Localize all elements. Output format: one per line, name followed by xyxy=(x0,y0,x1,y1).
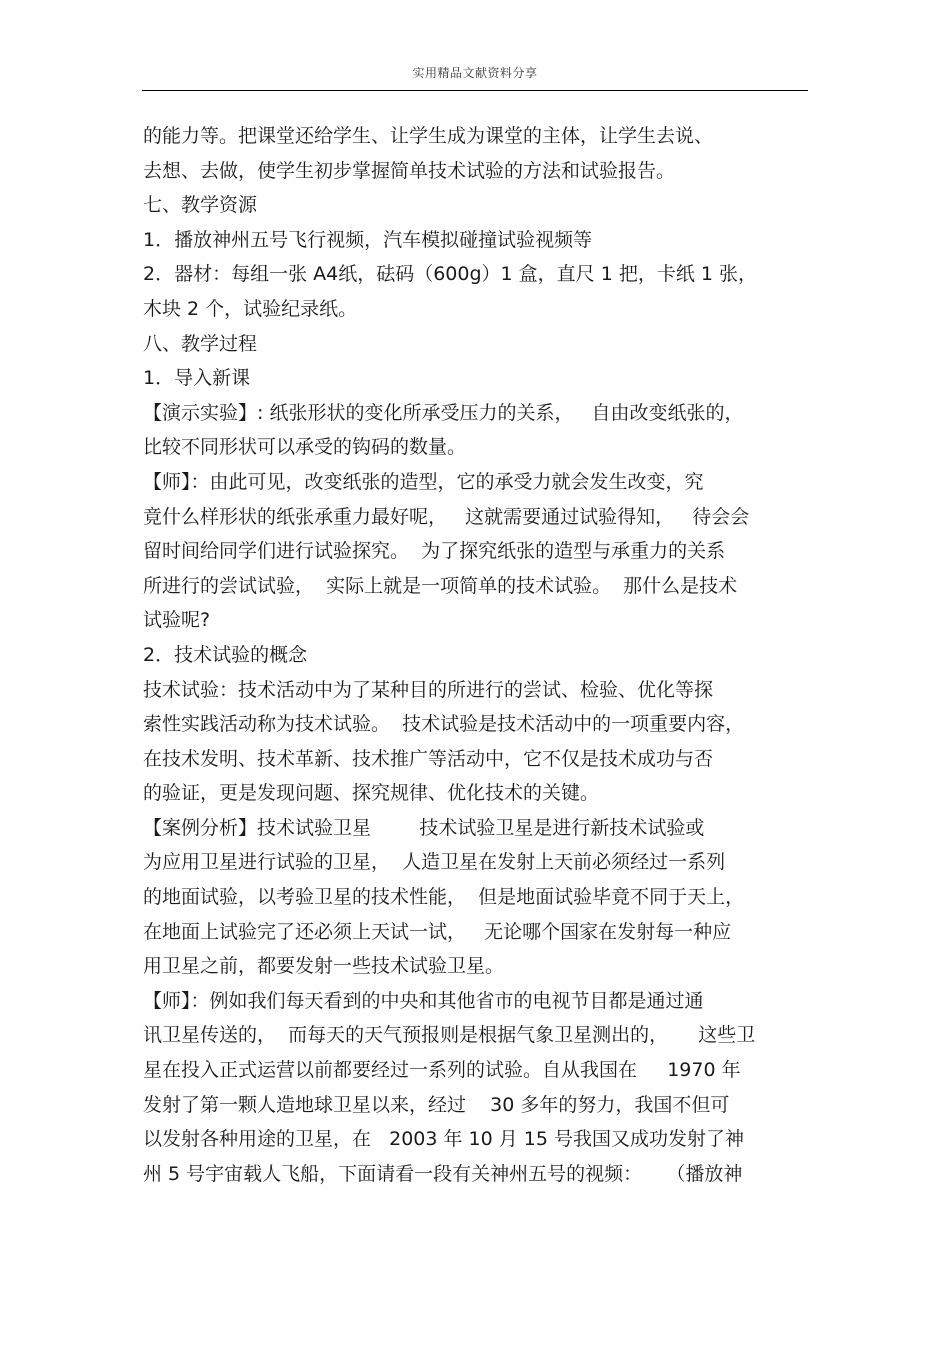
text-line: 【案例分析】技术试验卫星 技术试验卫星是进行新技术试验或 xyxy=(143,816,705,839)
text-line: 留时间给同学们进行试验探究。 为了探究纸张的造型与承重力的关系 xyxy=(143,540,726,563)
subsection-heading: 2．技术试验的概念 xyxy=(143,643,308,666)
text-line: 竟什么样形状的纸张承重力最好呢， 这就需要通过试验得知， 待会会 xyxy=(143,505,750,528)
text-line: 为应用卫星进行试验的卫星， 人造卫星在发射上天前必须经过一系列 xyxy=(143,851,726,874)
text-line: 所进行的尝试试验， 实际上就是一项简单的技术试验。 那什么是技术 xyxy=(143,574,738,597)
text-line: 以发射各种用途的卫星，在 2003 年 10 月 15 号我国又成功发射了神 xyxy=(143,1128,745,1151)
text-line: 发射了第一颗人造地球卫星以来，经过 30 多年的努力，我国不但可 xyxy=(143,1093,730,1116)
text-line: 木块 2 个，试验纪录纸。 xyxy=(143,297,358,320)
text-line: 的能力等。把课堂还给学生、让学生成为课堂的主体，让学生去说、 xyxy=(143,125,714,147)
page-header-title: 实用精品文献资料分享 xyxy=(412,66,538,80)
text-line: 【演示实验】: 纸张形状的变化所承受压力的关系， 自由改变纸张的， xyxy=(143,401,744,424)
text-line: 去想、去做，使学生初步掌握简单技术试验的方法和试验报告。 xyxy=(143,159,676,182)
header-divider xyxy=(142,90,808,91)
text-line: 试验呢? xyxy=(143,609,211,632)
subsection-heading: 1．导入新课 xyxy=(143,367,251,390)
text-line: 在地面上试验完了还必须上天试一试， 无论哪个国家在发射每一种应 xyxy=(143,920,732,943)
text-line: 1．播放神州五号飞行视频，汽车模拟碰撞试验视频等 xyxy=(143,228,593,251)
text-line: 用卫星之前，都要发射一些技术试验卫星。 xyxy=(143,955,505,978)
text-line: 【师】：例如我们每天看到的中央和其他省市的电视节目都是通过通 xyxy=(143,989,704,1012)
text-line: 比较不同形状可以承受的钩码的数量。 xyxy=(143,436,467,459)
section-heading: 八、教学过程 xyxy=(143,332,258,355)
text-line: 的地面试验，以考验卫星的技术性能， 但是地面试验毕竟不同于天上， xyxy=(143,886,745,909)
document-body xyxy=(143,119,808,1191)
text-line: 2．器材：每组一张 A4纸，砝码（600g）1 盒，直尺 1 把，卡纸 1 张， xyxy=(143,263,758,286)
text-line: 技术试验：技术活动中为了某种目的所进行的尝试、检验、优化等探 xyxy=(143,678,714,701)
text-line: 的验证，更是发现问题、探究规律、优化技术的关键。 xyxy=(143,782,600,805)
section-heading: 七、教学资源 xyxy=(143,194,258,217)
text-line: 在技术发明、技术革新、技术推广等活动中，它不仅是技术成功与否 xyxy=(143,747,714,770)
text-line: 讯卫星传送的， 而每天的天气预报则是根据气象卫星测出的， 这些卫 xyxy=(143,1024,756,1047)
text-line: 【师】：由此可见，改变纸张的造型，它的承受力就会发生改变，究 xyxy=(143,470,704,493)
text-line: 星在投入正式运营以前都要经过一系列的试验。自从我国在 1970 年 xyxy=(143,1059,741,1082)
text-line: 州 5 号宇宙载人飞船，下面请看一段有关神州五号的视频： （播放神 xyxy=(143,1162,743,1185)
text-line: 索性实践活动称为技术试验。 技术试验是技术活动中的一项重要内容， xyxy=(143,713,745,736)
